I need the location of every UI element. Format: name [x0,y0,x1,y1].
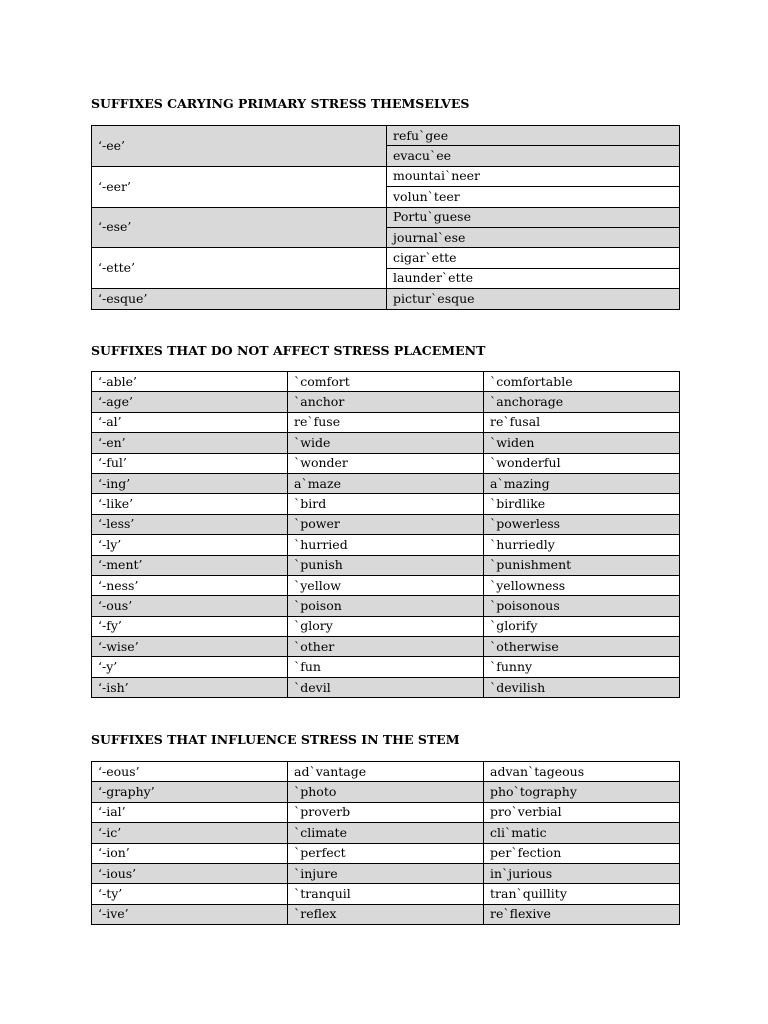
derived-word-cell: re`flexive [484,904,680,924]
table-row [92,535,680,555]
derived-word-cell: `funny [484,657,680,677]
derived-word-cell: `wonderful [484,453,680,473]
suffix-cell: ‘-ive’ [92,904,288,924]
suffix-cell: ‘-y’ [92,657,288,677]
suffix-cell: ‘-less’ [92,514,288,534]
table-row [92,473,680,493]
suffix-cell: ‘-ly’ [92,535,288,555]
table-row [92,677,680,697]
table-row [92,494,680,514]
base-word-cell: `injure [288,863,484,883]
derived-word-cell: `otherwise [484,637,680,657]
base-word-cell: `glory [288,616,484,636]
table-row [92,657,680,677]
section-heading-primary-stress: SUFFIXES CARYING PRIMARY STRESS THEMSELVES [91,96,470,111]
suffix-cell: ‘-ish’ [92,677,288,697]
table-row [92,453,680,473]
derived-word-cell: per`fection [484,843,680,863]
suffix-cell: ‘-fy’ [92,616,288,636]
derived-word-cell: pro`verbial [484,802,680,822]
derived-word-cell: `devilish [484,677,680,697]
table-row [92,616,680,636]
suffix-cell: ‘-ee’ [92,126,387,167]
table-row [92,575,680,595]
derived-word-cell: `widen [484,433,680,453]
primary-stress-suffix-table [91,125,680,310]
example-cell: journal`ese [387,227,680,247]
table-row [92,762,680,782]
table-row [92,126,680,146]
example-cell: Portu`guese [387,207,680,227]
suffix-cell: ‘-eous’ [92,762,288,782]
base-word-cell: `power [288,514,484,534]
table-row [92,289,680,309]
base-word-cell: `photo [288,782,484,802]
derived-word-cell: in`jurious [484,863,680,883]
derived-word-cell: a`mazing [484,473,680,493]
suffix-cell: ‘-ic’ [92,823,288,843]
derived-word-cell: pho`tography [484,782,680,802]
base-word-cell: `yellow [288,575,484,595]
suffix-cell: ‘-ness’ [92,575,288,595]
table-row [92,637,680,657]
table-row [92,207,680,227]
derived-word-cell: cli`matic [484,823,680,843]
base-word-cell: `proverb [288,802,484,822]
suffix-cell: ‘-ious’ [92,863,288,883]
table-row [92,596,680,616]
table-row [92,884,680,904]
table-row [92,823,680,843]
table-row [92,843,680,863]
suffix-cell: ‘-ette’ [92,248,387,289]
base-word-cell: `climate [288,823,484,843]
example-cell: evacu`ee [387,146,680,166]
derived-word-cell: tran`quillity [484,884,680,904]
table-row [92,802,680,822]
base-word-cell: `punish [288,555,484,575]
base-word-cell: `anchor [288,392,484,412]
suffix-cell: ‘-graphy’ [92,782,288,802]
suffix-cell: ‘-eer’ [92,166,387,207]
table-row [92,863,680,883]
derived-word-cell: `yellowness [484,575,680,595]
suffix-cell: ‘-able’ [92,372,288,392]
stem-stress-suffix-table [91,761,680,925]
base-word-cell: `fun [288,657,484,677]
suffix-cell: ‘-wise’ [92,637,288,657]
table-row [92,372,680,392]
base-word-cell: `wonder [288,453,484,473]
suffix-cell: ‘-en’ [92,433,288,453]
derived-word-cell: re`fusal [484,412,680,432]
table-row [92,392,680,412]
derived-word-cell: `powerless [484,514,680,534]
suffix-cell: ‘-ion’ [92,843,288,863]
base-word-cell: `devil [288,677,484,697]
derived-word-cell: `anchorage [484,392,680,412]
base-word-cell: `reflex [288,904,484,924]
suffix-cell: ‘-ful’ [92,453,288,473]
example-cell: volun`teer [387,187,680,207]
table-row [92,166,680,186]
suffix-cell: ‘-ment’ [92,555,288,575]
table-row [92,248,680,268]
suffix-cell: ‘-ial’ [92,802,288,822]
example-cell: mountai`neer [387,166,680,186]
base-word-cell: `poison [288,596,484,616]
suffix-cell: ‘-age’ [92,392,288,412]
suffix-cell: ‘-ty’ [92,884,288,904]
suffix-cell: ‘-ese’ [92,207,387,248]
derived-word-cell: `comfortable [484,372,680,392]
base-word-cell: `perfect [288,843,484,863]
table-row [92,904,680,924]
base-word-cell: `hurried [288,535,484,555]
example-cell: cigar`ette [387,248,680,268]
section-heading-stem-stress: SUFFIXES THAT INFLUENCE STRESS IN THE STEM [91,732,460,747]
base-word-cell: re`fuse [288,412,484,432]
section-heading-no-stress-change: SUFFIXES THAT DO NOT AFFECT STRESS PLACEMENT [91,343,486,358]
base-word-cell: `bird [288,494,484,514]
base-word-cell: ad`vantage [288,762,484,782]
suffix-cell: ‘-ous’ [92,596,288,616]
table-row [92,782,680,802]
example-cell: launder`ette [387,268,680,288]
derived-word-cell: `birdlike [484,494,680,514]
derived-word-cell: advan`tageous [484,762,680,782]
derived-word-cell: `glorify [484,616,680,636]
suffix-cell: ‘-ing’ [92,473,288,493]
base-word-cell: `wide [288,433,484,453]
derived-word-cell: `hurriedly [484,535,680,555]
base-word-cell: `comfort [288,372,484,392]
derived-word-cell: `punishment [484,555,680,575]
base-word-cell: a`maze [288,473,484,493]
example-cell: refu`gee [387,126,680,146]
base-word-cell: `tranquil [288,884,484,904]
suffix-cell: ‘-al’ [92,412,288,432]
neutral-suffix-table [91,371,680,698]
table-row [92,514,680,534]
derived-word-cell: `poisonous [484,596,680,616]
table-row [92,555,680,575]
suffix-cell: ‘-like’ [92,494,288,514]
base-word-cell: `other [288,637,484,657]
table-row [92,412,680,432]
example-cell: pictur`esque [387,289,680,309]
suffix-cell: ‘-esque’ [92,289,387,309]
table-row [92,433,680,453]
